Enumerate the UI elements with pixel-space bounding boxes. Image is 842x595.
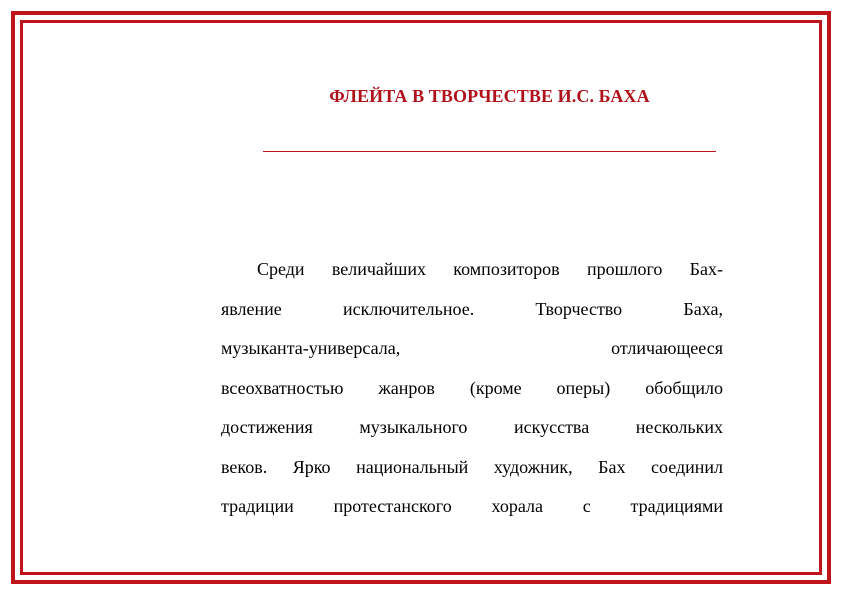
- paragraph-line: традиции протестанского хорала с традициями: [221, 496, 723, 516]
- paragraph-line: музыканта-универсала, отличающееся: [221, 338, 723, 358]
- page-title: ФЛЕЙТА В ТВОРЧЕСТВЕ И.С. БАХА: [329, 86, 650, 106]
- paragraph-line: веков. Ярко национальный художник, Бах соединил: [221, 456, 723, 477]
- title-divider: [263, 151, 716, 152]
- paragraph-line: Среди величайших композиторов прошлого Бах-: [257, 259, 723, 279]
- paragraph-line: достижения музыкального искусства нескольких: [221, 417, 723, 437]
- paragraph-line: всеохватностью жанров (кроме оперы) обобщило: [221, 377, 723, 398]
- body-paragraph: [221, 250, 723, 527]
- paragraph-line: явление исключительное. Творчество Баха,: [221, 298, 723, 319]
